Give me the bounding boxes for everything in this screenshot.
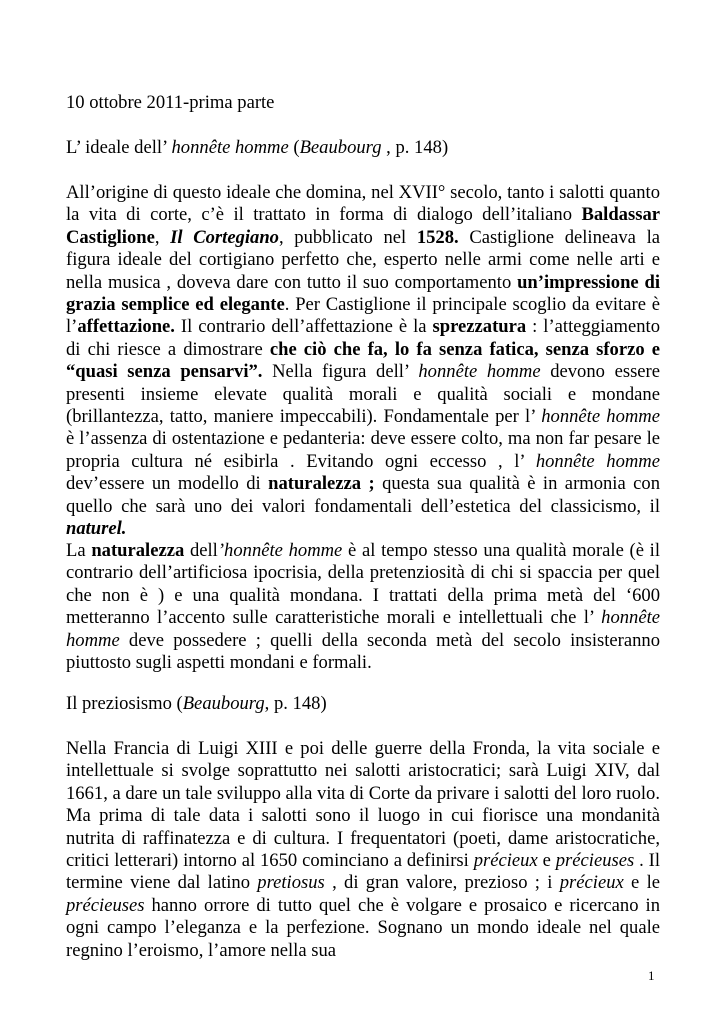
text-run: . Il termine viene dal latino <box>66 850 660 894</box>
paragraph-naturalezza <box>66 540 660 674</box>
bold-italic-run: Il Cortegiano <box>170 226 279 248</box>
text-run: All’origine di questo ideale che domina, nel XVII° secolo, tanto i salotti quanto la vita di corte, c’è il trattato in forma di dialogo dell’italiano <box>66 182 660 226</box>
bold-run: naturalezza ; <box>268 473 375 495</box>
bold-run: Baldassar Castiglione <box>66 204 660 248</box>
italic-run: ’honnête homme <box>217 540 343 561</box>
italic-run: honnête homme <box>541 406 660 428</box>
italic-run: précieux <box>559 872 624 894</box>
text-run: Il contrario dell’affettazione è la <box>174 316 433 338</box>
text-run: Nella Francia di Luigi XIII e poi delle guerre della Fronda, la vita sociale e intellettuale si svolge soprattutto nei salotti aristocratici; sarà Luigi XIV, dal 1661, a dare un tale sviluppo alla vita di Corte da privare i salotti del loro ruolo. Ma prima di tale data i salotti sono il luogo in cui fiorisce una mondanità nutrita di raffinatezza e di cultura. I frequentatori (poeti, dame aristocratiche, critici letterari) intorno al 1650 cominciano a definirsi <box>66 738 660 872</box>
text-run: Nella figura dell’ <box>262 361 419 383</box>
text-run: dell <box>184 540 218 561</box>
text-run: è l’assenza di ostentazione e pedanteria: deve essere colto, ma non far pesare le propria cultura né esibirla . Evitando ogni eccesso , l’ <box>66 428 660 472</box>
italic-run: honnête homme <box>535 450 660 472</box>
bold-run: 1528. <box>416 226 459 248</box>
italic-run: précieuses <box>555 850 635 872</box>
italic-run: précieux <box>473 850 538 872</box>
text-run: dev’essere un modello di <box>66 473 269 495</box>
text-run: , di gran valore, prezioso ; i <box>324 872 560 894</box>
bold-italic-run: naturel. <box>66 518 127 540</box>
heading-text: , p. 148) <box>264 693 327 714</box>
heading-source: Beaubourg <box>182 693 265 714</box>
text-run: è al tempo stesso una qualità morale (è il contrario dell’artificiosa ipocrisia, della pretenziosità di chi si spaccia per quel che non è ) e una qualità mondana. I trattati della prima metà del ‘600 metteranno l’accento sulle caratteristiche morali e intellettuali che l’ <box>66 540 661 629</box>
heading-source: Beaubourg <box>299 137 382 158</box>
heading-text: ( <box>288 137 300 158</box>
italic-run: précieuses <box>66 894 145 916</box>
text-run: hanno orrore di tutto quel che è volgare e prosaico e ricercano in ogni campo l’eleganza e la perfezione. Sognano un mondo ideale nel quale regnino l’eroismo, l’amore nella sua <box>66 894 660 961</box>
heading-text: , p. 148) <box>381 137 449 158</box>
heading-term: honnête homme <box>171 137 289 158</box>
italic-run: honnête homme <box>66 607 660 651</box>
text-run: , pubblicato nel <box>278 226 417 248</box>
text-run: e le <box>623 872 661 894</box>
bold-run: sprezzatura <box>432 316 527 338</box>
date-line: 10 ottobre 2011-prima parte <box>66 92 275 113</box>
text-run: e <box>537 850 556 872</box>
bold-run: un’impressione di grazia semplice ed elegante <box>66 271 660 316</box>
bold-run: naturalezza <box>91 540 185 561</box>
text-run: , <box>154 226 171 248</box>
paragraph-salotti <box>66 738 660 962</box>
heading-text: Il preziosismo ( <box>66 693 183 714</box>
bold-run: affettazione. <box>77 316 175 338</box>
heading-text: L’ ideale dell’ <box>66 137 172 158</box>
bold-run: che ciò che fa, lo fa senza fatica, senza sforzo e “quasi senza pensarvi”. <box>66 338 660 383</box>
text-run: . Per Castiglione il principale scoglio da evitare è l’ <box>66 294 660 338</box>
text-run: devono essere presenti insieme elevate qualità morali e qualità sociali e mondane (brillantezza, tatto, maniere impeccabili). Fondamentale per l’ <box>66 361 661 428</box>
section-heading-preziosismo <box>66 693 660 715</box>
text-run: : l’atteggiamento di chi riesce a dimostrare <box>66 316 660 360</box>
section-heading-ideale <box>66 137 660 159</box>
text-run: questa sua qualità è in armonia con quello che sarà uno dei valori fondamentali dell’estetica del classicismo, il <box>66 473 660 517</box>
text-run: deve possedere ; quelli della seconda metà del secolo insisteranno piuttosto sugli aspetti mondani e formali. <box>66 629 660 674</box>
paragraph-castiglione <box>66 182 660 541</box>
italic-run: pretiosus <box>257 872 325 894</box>
text-run: Castiglione delineava la figura ideale del cortigiano perfetto che, esperto nelle armi come nelle arti e nella musica , doveva dare con tutto il suo comportamento <box>66 226 661 293</box>
italic-run: honnête homme <box>418 361 541 383</box>
text-run: La <box>66 540 92 561</box>
page-number: 1 <box>648 968 655 983</box>
